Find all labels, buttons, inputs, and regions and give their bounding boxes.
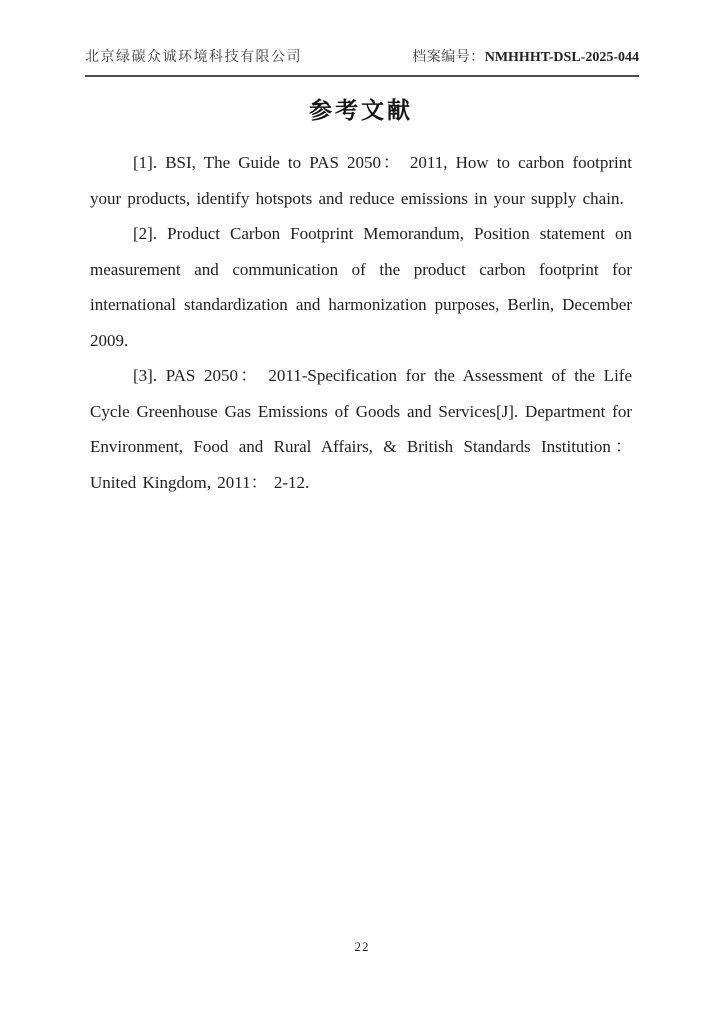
- archive-number-value: NMHHHT-DSL-2025-044: [484, 50, 639, 65]
- reference-item-2: [2]. Product Carbon Footprint Memorandum, Position statement on measurement and communication of the product carbon footprint for international standardization and harmonization purposes, Berlin, December 2009.: [90, 224, 632, 350]
- reference-item-3: [3]. PAS 2050： 2011-Specification for the Assessment of the Life Cycle Greenhouse Gas Emissions of Goods and Services[J]. Department for Environment, Food and Rural Affairs, & British Standards Institution： United Kingdom, 2011： 2-12.: [90, 366, 632, 492]
- archive-number-label: 档案编号：: [412, 50, 485, 65]
- page-title: 参考文献: [309, 98, 413, 123]
- page-footer: [0, 938, 724, 956]
- reference-item-1: [1]. BSI, The Guide to PAS 2050： 2011, How to carbon footprint your products, identify hotspots and reduce emissions in your supply chain.: [90, 153, 632, 208]
- header-company-name: 北京绿碳众诚环境科技有限公司: [85, 50, 302, 65]
- document-body: [90, 92, 632, 500]
- page-header: [85, 46, 639, 77]
- page-number: 22: [354, 939, 370, 954]
- header-archive-number: [412, 46, 639, 66]
